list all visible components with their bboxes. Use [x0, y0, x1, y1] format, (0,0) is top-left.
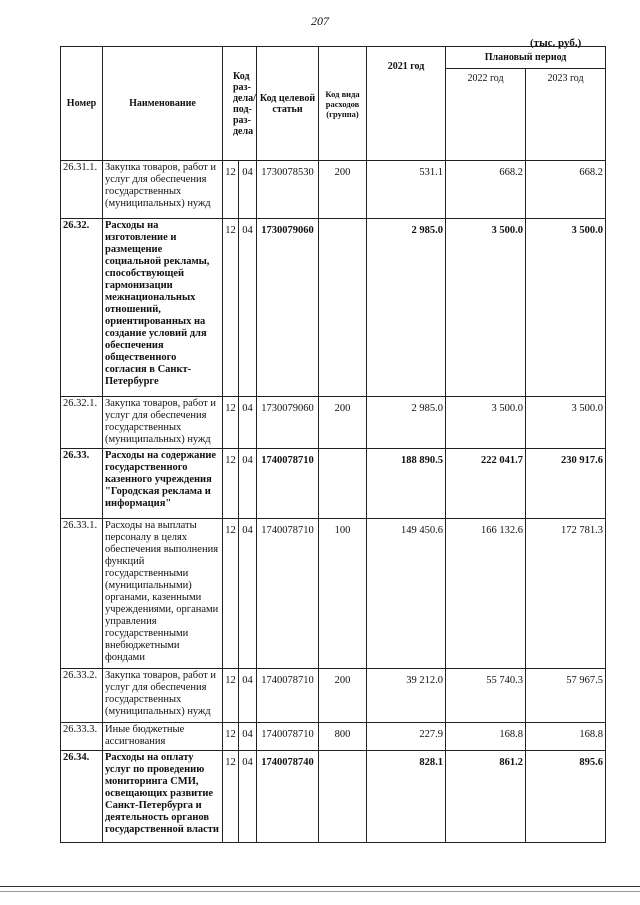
header-2021: 2021 год [367, 47, 446, 161]
row-expense-type [319, 219, 367, 397]
header-2022: 2022 год [446, 69, 526, 161]
row-value-2022: 168.8 [446, 723, 526, 751]
row-value-2023: 895.6 [526, 751, 606, 843]
row-value-2023: 172 781.3 [526, 519, 606, 669]
header-2023: 2023 год [526, 69, 606, 161]
row-target-code: 1730079060 [257, 397, 319, 449]
row-expense-type: 200 [319, 669, 367, 723]
table-row [61, 723, 606, 751]
header-expense-type: Код вида расходов (группа) [319, 47, 367, 161]
header-planning-period: Плановый период [446, 47, 606, 69]
page-number: 207 [311, 14, 329, 28]
row-number: 26.32. [61, 219, 103, 397]
row-number: 26.33.1. [61, 519, 103, 669]
row-value-2021: 2 985.0 [367, 397, 446, 449]
row-value-2022: 166 132.6 [446, 519, 526, 669]
row-section: 12 [223, 723, 239, 751]
row-expense-type: 100 [319, 519, 367, 669]
row-subsection: 04 [239, 751, 257, 843]
row-section: 12 [223, 219, 239, 397]
row-subsection: 04 [239, 161, 257, 219]
row-target-code: 1740078740 [257, 751, 319, 843]
row-value-2022: 861.2 [446, 751, 526, 843]
row-value-2021: 828.1 [367, 751, 446, 843]
row-target-code: 1740078710 [257, 519, 319, 669]
row-name: Расходы на выплаты персоналу в целях обеспечения выполнения функций государственными (муниципальными) органами, казенными учреждениями, органами управления государственными внебюджетными фондами [103, 519, 223, 669]
row-value-2023: 3 500.0 [526, 397, 606, 449]
row-section: 12 [223, 519, 239, 669]
row-name: Иные бюджетные ассигнования [103, 723, 223, 751]
table-row [61, 397, 606, 449]
table-header [61, 47, 606, 161]
table-row [61, 219, 606, 397]
row-name: Расходы на оплату услуг по проведению мониторинга СМИ, освещающих развитие Санкт-Петербурга и деятельность органов государственной власти [103, 751, 223, 843]
row-expense-type: 200 [319, 161, 367, 219]
table-row [61, 751, 606, 843]
row-value-2022: 222 041.7 [446, 449, 526, 519]
row-value-2023: 168.8 [526, 723, 606, 751]
header-name: Наименование [103, 47, 223, 161]
row-value-2022: 3 500.0 [446, 219, 526, 397]
row-target-code: 1740078710 [257, 449, 319, 519]
row-value-2022: 3 500.0 [446, 397, 526, 449]
row-subsection: 04 [239, 669, 257, 723]
row-target-code: 1730078530 [257, 161, 319, 219]
table-row [61, 161, 606, 219]
table-body [61, 161, 606, 843]
row-value-2023: 57 967.5 [526, 669, 606, 723]
header-target: Код целевой статьи [257, 47, 319, 161]
row-value-2021: 149 450.6 [367, 519, 446, 669]
row-name: Расходы на изготовление и размещение социальной рекламы, способствующей гармонизации межнациональных отношений, ориентированных на создание условий для обеспечения общественного согласия в Санкт-Петербурге [103, 219, 223, 397]
row-target-code: 1730079060 [257, 219, 319, 397]
row-value-2022: 668.2 [446, 161, 526, 219]
row-expense-type [319, 751, 367, 843]
row-value-2021: 227.9 [367, 723, 446, 751]
row-number: 26.31.1. [61, 161, 103, 219]
row-expense-type: 200 [319, 397, 367, 449]
footer-rule-secondary [0, 891, 640, 892]
header-section: Код раз-дела/под-раз-дела [223, 47, 257, 161]
header-number: Номер [61, 47, 103, 161]
row-section: 12 [223, 161, 239, 219]
units-label: (тыс. руб.) [530, 37, 582, 49]
table-row [61, 449, 606, 519]
row-name: Закупка товаров, работ и услуг для обеспечения государственных (муниципальных) нужд [103, 161, 223, 219]
row-name: Закупка товаров, работ и услуг для обеспечения государственных (муниципальных) нужд [103, 397, 223, 449]
row-expense-type [319, 449, 367, 519]
row-value-2021: 2 985.0 [367, 219, 446, 397]
row-value-2022: 55 740.3 [446, 669, 526, 723]
footer-rule [0, 886, 640, 887]
row-number: 26.33.3. [61, 723, 103, 751]
row-value-2023: 230 917.6 [526, 449, 606, 519]
row-section: 12 [223, 397, 239, 449]
row-subsection: 04 [239, 219, 257, 397]
row-number: 26.33.2. [61, 669, 103, 723]
row-subsection: 04 [239, 397, 257, 449]
row-value-2021: 531.1 [367, 161, 446, 219]
row-number: 26.32.1. [61, 397, 103, 449]
row-name: Расходы на содержание государственного казенного учреждения "Городская реклама и информация" [103, 449, 223, 519]
table-row [61, 519, 606, 669]
row-subsection: 04 [239, 519, 257, 669]
row-target-code: 1740078710 [257, 723, 319, 751]
row-expense-type: 800 [319, 723, 367, 751]
row-number: 26.33. [61, 449, 103, 519]
row-subsection: 04 [239, 449, 257, 519]
row-target-code: 1740078710 [257, 669, 319, 723]
table-row [61, 669, 606, 723]
row-value-2021: 39 212.0 [367, 669, 446, 723]
row-value-2023: 3 500.0 [526, 219, 606, 397]
row-section: 12 [223, 669, 239, 723]
row-number: 26.34. [61, 751, 103, 843]
row-section: 12 [223, 751, 239, 843]
row-name: Закупка товаров, работ и услуг для обеспечения государственных (муниципальных) нужд [103, 669, 223, 723]
row-subsection: 04 [239, 723, 257, 751]
row-value-2021: 188 890.5 [367, 449, 446, 519]
row-value-2023: 668.2 [526, 161, 606, 219]
budget-table [60, 46, 606, 843]
row-section: 12 [223, 449, 239, 519]
